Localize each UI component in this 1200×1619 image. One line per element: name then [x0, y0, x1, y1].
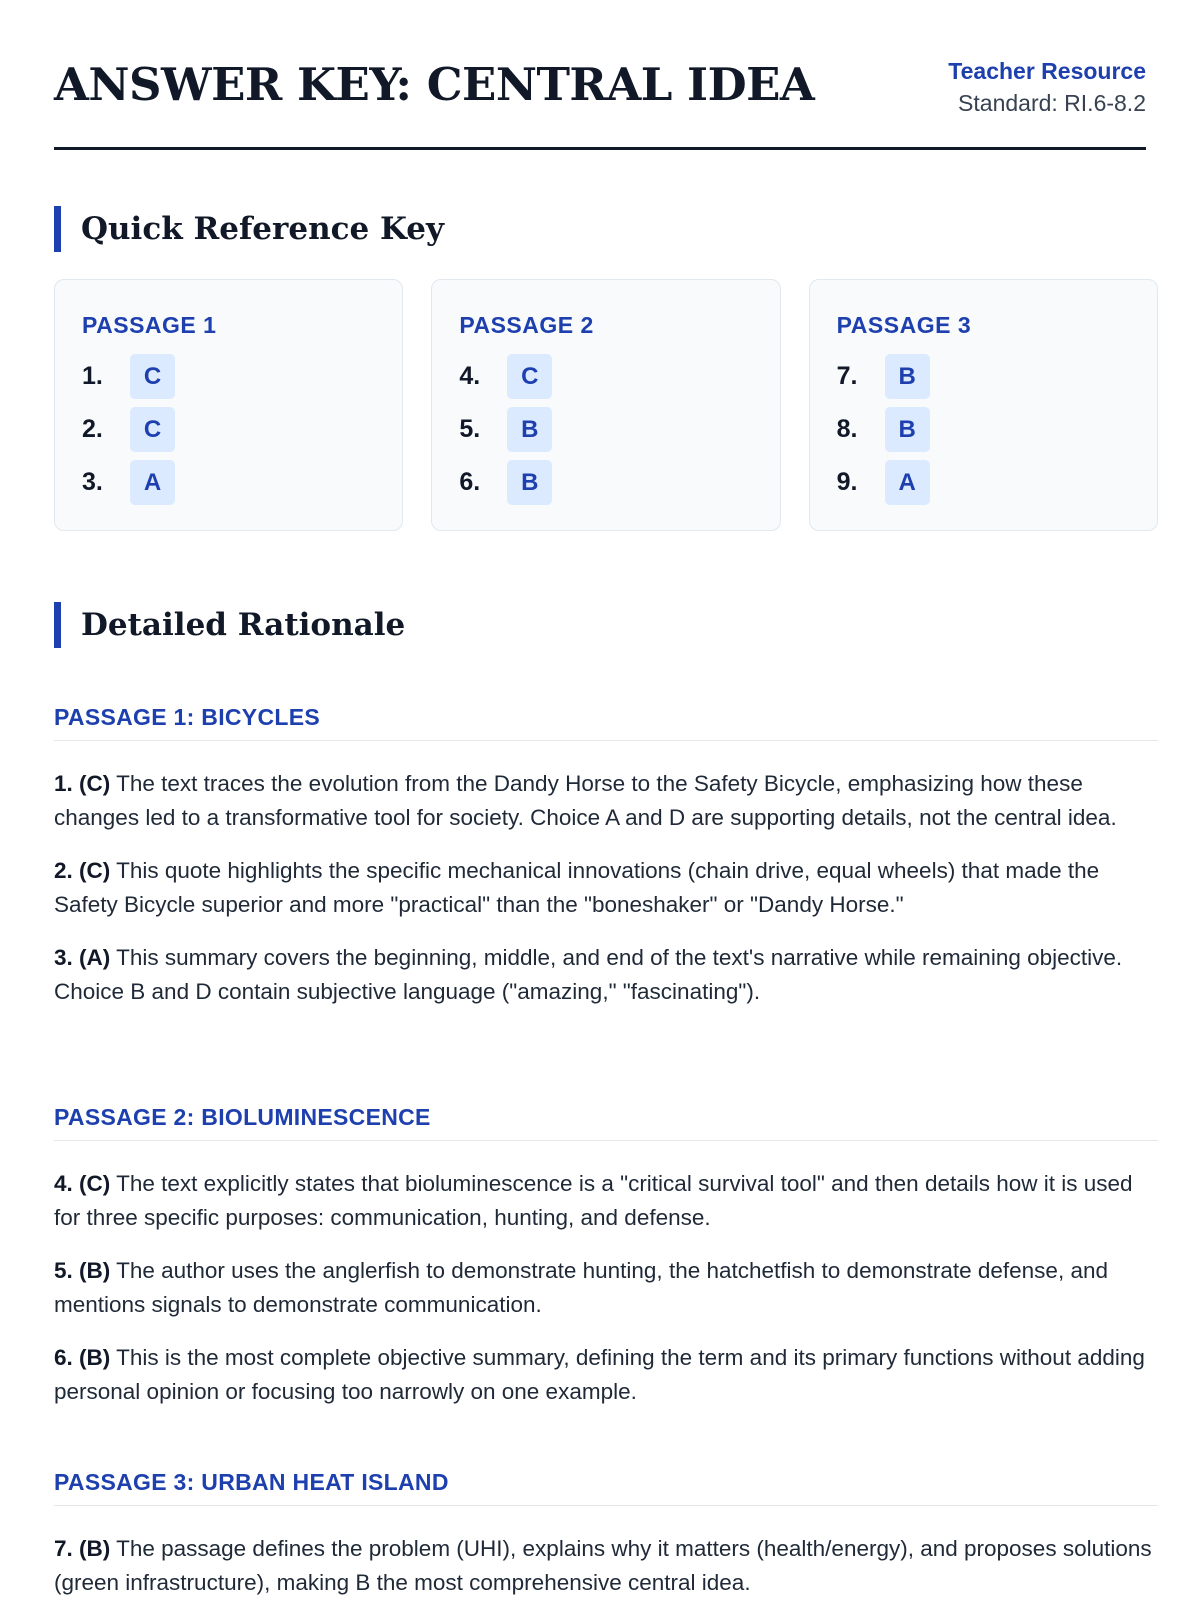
- rationale-text: The passage defines the problem (UHI), explains why it matters (health/energy), and proposes solutions (green infrastructure), making B the most comprehensive central idea.: [54, 1536, 1152, 1595]
- rationale-answer-tag: 6. (B): [54, 1345, 111, 1370]
- rationale-passage-heading: PASSAGE 2: BIOLUMINESCENCE: [54, 1100, 1158, 1141]
- rationale-answer-tag: 2. (C): [54, 858, 111, 883]
- rationale-passage-2: [54, 1100, 1158, 1428]
- rationale-passage-heading: PASSAGE 1: BICYCLES: [54, 700, 1158, 741]
- answer-badge: A: [885, 460, 930, 505]
- answer-row: [459, 350, 752, 403]
- quick-reference-heading: Quick Reference Key: [54, 206, 444, 252]
- passage-card: [431, 279, 780, 531]
- page-header: [54, 0, 1146, 150]
- quick-reference-cards: [54, 279, 1158, 531]
- answer-badge: B: [507, 460, 552, 505]
- rationale-text: This summary covers the beginning, middle, and end of the text's narrative while remaining objective. Choice B and D contain subjective language ("amazing," "fascinating").: [54, 945, 1123, 1004]
- rationale-item: [54, 1167, 1158, 1235]
- rationale-answer-tag: 7. (B): [54, 1536, 111, 1561]
- answer-badge: C: [507, 354, 552, 399]
- question-number: 7.: [836, 362, 858, 390]
- rationale-answer-tag: 5. (B): [54, 1258, 111, 1283]
- question-number: 5.: [459, 415, 481, 443]
- standard-label: Standard: RI.6-8.2: [958, 90, 1146, 116]
- rationale-passage-1: [54, 700, 1158, 1028]
- header-meta: [948, 56, 1146, 120]
- question-number: 4.: [459, 362, 481, 390]
- question-number: 9.: [836, 468, 858, 496]
- rationale-answer-tag: 4. (C): [54, 1171, 111, 1196]
- detailed-rationale-heading: Detailed Rationale: [54, 602, 405, 648]
- rationale-item: [54, 1254, 1158, 1322]
- question-number: 2.: [82, 415, 103, 443]
- page-title: ANSWER KEY: CENTRAL IDEA: [54, 58, 815, 111]
- answer-row: [82, 350, 375, 403]
- rationale-text: The text traces the evolution from the Dandy Horse to the Safety Bicycle, emphasizing how these changes led to a transformative tool for society. Choice A and D are supporting details, not the central idea.: [54, 771, 1117, 830]
- rationale-answer-tag: 1. (C): [54, 771, 111, 796]
- passage-card-title: PASSAGE 3: [836, 312, 972, 338]
- rationale-item: [54, 854, 1158, 922]
- resource-label: Teacher Resource: [948, 58, 1146, 84]
- question-number: 6.: [459, 468, 481, 496]
- passage-card-title: PASSAGE 2: [459, 312, 594, 338]
- rationale-text: This quote highlights the specific mechanical innovations (chain drive, equal wheels) that made the Safety Bicycle superior and more "practical" than the "boneshaker" or "Dandy Horse.": [54, 858, 1100, 917]
- question-number: 3.: [82, 468, 103, 496]
- rationale-item: [54, 1532, 1158, 1600]
- answer-badge: A: [130, 460, 175, 505]
- answer-badge: C: [130, 407, 175, 452]
- rationale-item: [54, 767, 1158, 835]
- rationale-item: [54, 1341, 1158, 1409]
- answer-row: [459, 456, 752, 509]
- answer-row: [82, 403, 375, 456]
- answer-badge: B: [885, 407, 930, 452]
- rationale-passage-heading: PASSAGE 3: URBAN HEAT ISLAND: [54, 1465, 1158, 1506]
- passage-card-title: PASSAGE 1: [82, 312, 217, 338]
- rationale-item: [54, 941, 1158, 1009]
- rationale-text: The author uses the anglerfish to demonstrate hunting, the hatchetfish to demonstrate defense, and mentions signals to demonstrate communication.: [54, 1258, 1108, 1317]
- rationale-text: The text explicitly states that bioluminescence is a "critical survival tool" and then details how it is used for three specific purposes: communication, hunting, and defense.: [54, 1171, 1133, 1230]
- passage-card: [809, 279, 1158, 531]
- answer-badge: B: [507, 407, 552, 452]
- question-number: 8.: [836, 415, 858, 443]
- answer-row: [837, 350, 1130, 403]
- passage-card: [54, 279, 403, 531]
- answer-row: [837, 456, 1130, 509]
- question-number: 1.: [82, 362, 103, 390]
- rationale-answer-tag: 3. (A): [54, 945, 111, 970]
- answer-badge: C: [130, 354, 175, 399]
- answer-row: [459, 403, 752, 456]
- rationale-text: This is the most complete objective summary, defining the term and its primary functions without adding personal opinion or focusing too narrowly on one example.: [54, 1345, 1145, 1404]
- answer-badge: B: [885, 354, 930, 399]
- answer-row: [837, 403, 1130, 456]
- answer-row: [82, 456, 375, 509]
- rationale-passage-3: [54, 1465, 1158, 1619]
